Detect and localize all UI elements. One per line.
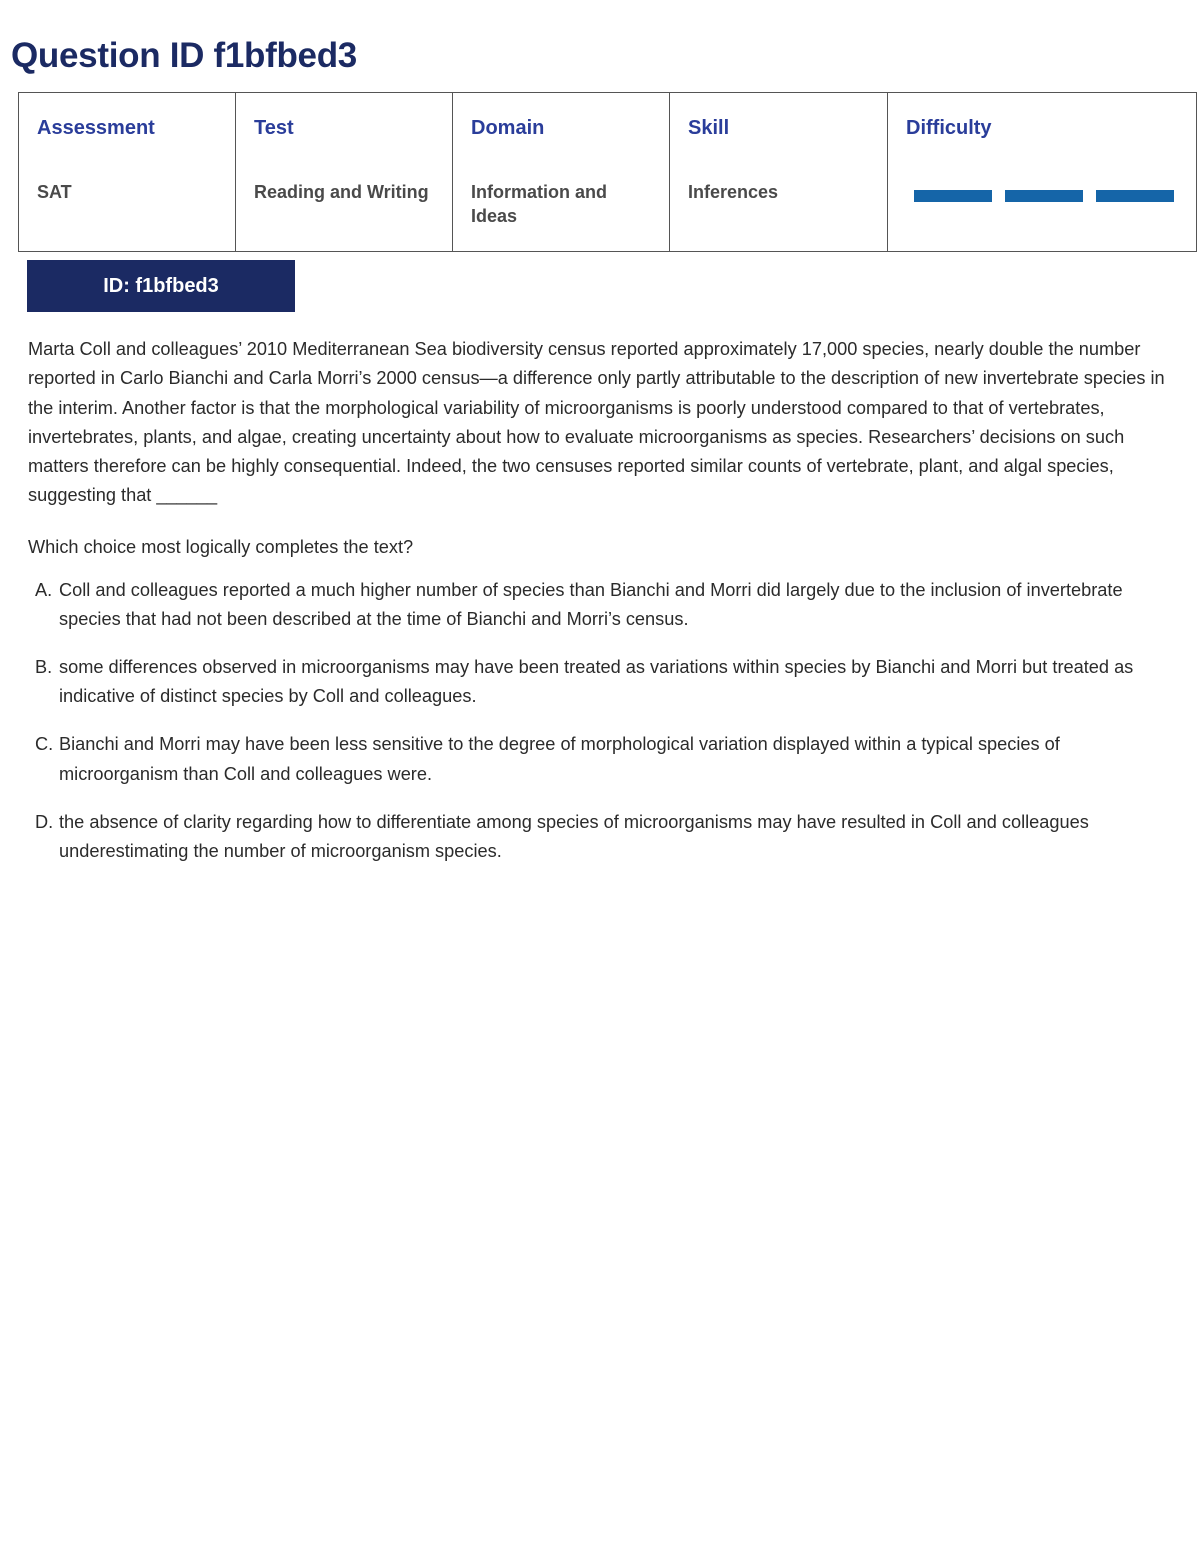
domain-label: Domain	[471, 117, 545, 139]
answer-choices	[35, 576, 1175, 885]
answer-choice-a[interactable]	[35, 576, 1175, 635]
choice-text: Coll and colleagues reported a much higher number of species than Bianchi and Morri did largely due to the inclusion of invertebrate species that had not been described at the time of Bianchi and Morri’s census.	[59, 580, 1123, 630]
page-title: Question ID f1bfbed3	[11, 36, 357, 75]
choice-text: Bianchi and Morri may have been less sensitive to the degree of morphological variation displayed within a typical species of microorganism than Coll and colleagues were.	[59, 734, 1060, 784]
choice-text: the absence of clarity regarding how to differentiate among species of microorganisms may have resulted in Coll and colleagues underestimating the number of microorganism species.	[59, 811, 1089, 861]
choice-letter: A.	[35, 580, 53, 600]
passage-text: Marta Coll and colleagues’ 2010 Mediterranean Sea biodiversity census reported approximately 17,000 species, nearly double the number reported in Carlo Bianchi and Carla Morri’s 2000 census—a difference only partly attributable to the description of new invertebrate species in the interim. Another factor is that the morphological variability of microorganisms is poorly understood compared to that of vertebrates, invertebrates, plants, and algae, creating uncertainty about how to evaluate microorganisms as species. Researchers’ decisions on such matters therefore can be highly consequential. Indeed, the two censuses reported similar counts of vertebrate, plant, and algal species, suggesting that ______	[28, 339, 1165, 506]
question-metadata-table	[18, 92, 1197, 252]
metadata-row	[19, 93, 1197, 252]
choice-letter: D.	[35, 811, 54, 832]
skill-label: Skill	[688, 117, 730, 139]
choice-letter: B.	[35, 657, 53, 678]
skill-value: Inferences	[688, 182, 779, 202]
difficulty-cell	[888, 93, 1197, 252]
difficulty-bar-1	[914, 190, 992, 202]
question-id-badge: ID: f1bfbed3	[27, 260, 295, 312]
choice-letter: C.	[35, 734, 54, 755]
difficulty-bar-3	[1096, 190, 1174, 202]
test-cell	[236, 93, 453, 252]
domain-value: Information and Ideas	[471, 182, 607, 226]
assessment-value: SAT	[37, 182, 72, 202]
skill-cell	[670, 93, 888, 252]
choice-text: some differences observed in microorganisms may have been treated as variations within species by Bianchi and Morri but treated as indicative of distinct species by Coll and colleagues.	[59, 657, 1134, 707]
assessment-label: Assessment	[37, 117, 155, 139]
difficulty-meter	[906, 190, 1180, 202]
domain-cell	[453, 93, 670, 252]
difficulty-label: Difficulty	[906, 117, 992, 139]
test-label: Test	[254, 117, 294, 139]
answer-choice-c[interactable]	[35, 730, 1175, 789]
answer-choice-d[interactable]	[35, 808, 1175, 867]
difficulty-bar-2	[1005, 190, 1083, 202]
assessment-cell	[19, 93, 236, 252]
test-value: Reading and Writing	[254, 182, 429, 202]
question-prompt: Which choice most logically completes the text?	[28, 537, 414, 557]
answer-choice-b[interactable]	[35, 653, 1175, 712]
